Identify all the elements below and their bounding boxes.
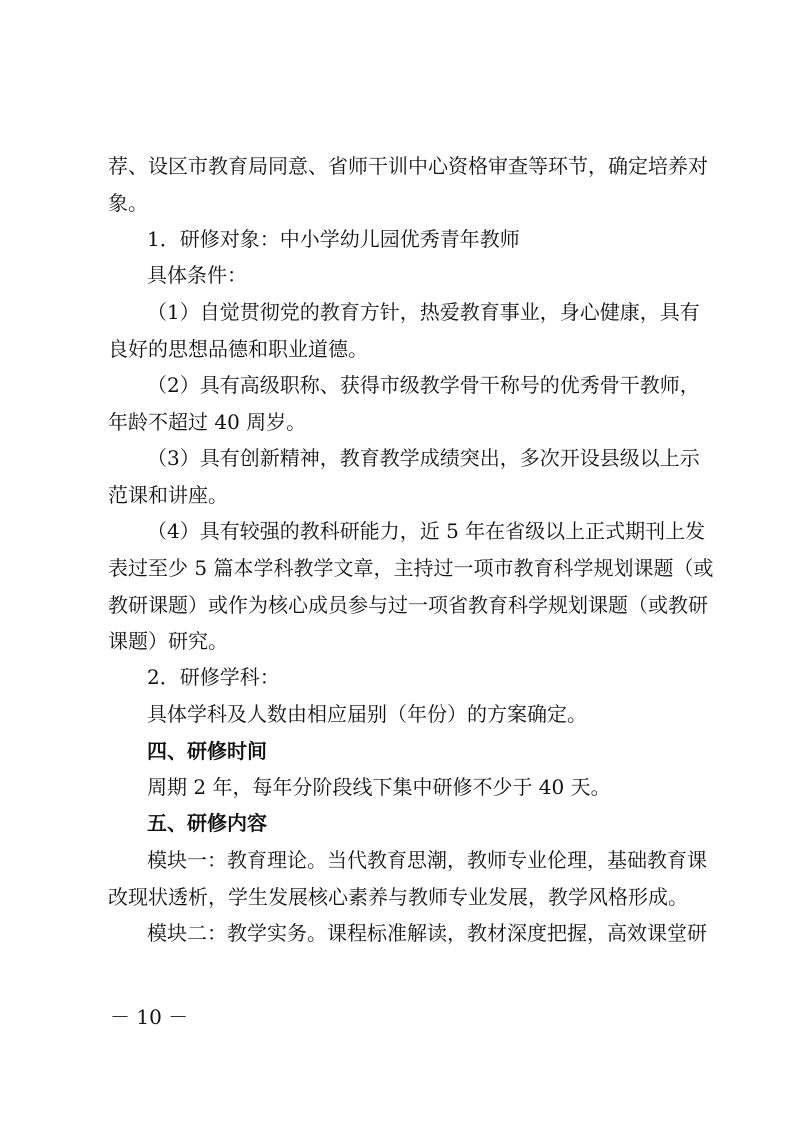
list-item-heading: 2．研修学科： <box>147 665 280 689</box>
body-line: 具体条件： <box>147 263 247 287</box>
list-item-heading: 1．研修对象：中小学幼儿园优秀青年教师 <box>147 227 520 251</box>
body-line: 荐、设区市教育局同意、省师干训中心资格审查等环节，确定培养对 <box>108 154 708 178</box>
body-line: 改现状透析，学生发展核心素养与教师专业发展，教学风格形成。 <box>108 885 688 909</box>
body-line: 具体学科及人数由相应届别（年份）的方案确定。 <box>147 702 587 726</box>
page-number: － 10 － <box>110 1005 189 1029</box>
body-line: 模块二：教学实务。课程标准解读，教材深度把握，高效课堂研 <box>147 921 707 945</box>
body-line: 表过至少 5 篇本学科教学文章，主持过一项市教育科学规划课题（或 <box>108 556 714 580</box>
body-line: 象。 <box>108 191 148 215</box>
body-line: （1）自觉贯彻党的教育方针，热爱教育事业，身心健康，具有 <box>147 300 700 324</box>
body-line: （2）具有高级职称、获得市级教学骨干称号的优秀骨干教师， <box>147 373 700 397</box>
body-line: 模块一：教育理论。当代教育思潮，教师专业伦理，基础教育课 <box>147 848 707 872</box>
body-line: 课题）研究。 <box>108 629 228 653</box>
section-heading: 五、研修内容 <box>147 811 267 835</box>
body-line: 教研课题）或作为核心成员参与过一项省教育科学规划课题（或教研 <box>108 593 708 617</box>
body-line: 范课和讲座。 <box>108 483 228 507</box>
body-line: （4）具有较强的教科研能力，近 5 年在省级以上正式期刊上发 <box>147 519 706 543</box>
body-line: （3）具有创新精神，教育教学成绩突出，多次开设县级以上示 <box>147 446 700 470</box>
body-line: 年龄不超过 40 周岁。 <box>108 410 307 434</box>
body-line: 良好的思想品德和职业道德。 <box>108 337 368 361</box>
section-heading: 四、研修时间 <box>147 739 267 763</box>
body-line: 周期 2 年，每年分阶段线下集中研修不少于 40 天。 <box>147 775 611 799</box>
